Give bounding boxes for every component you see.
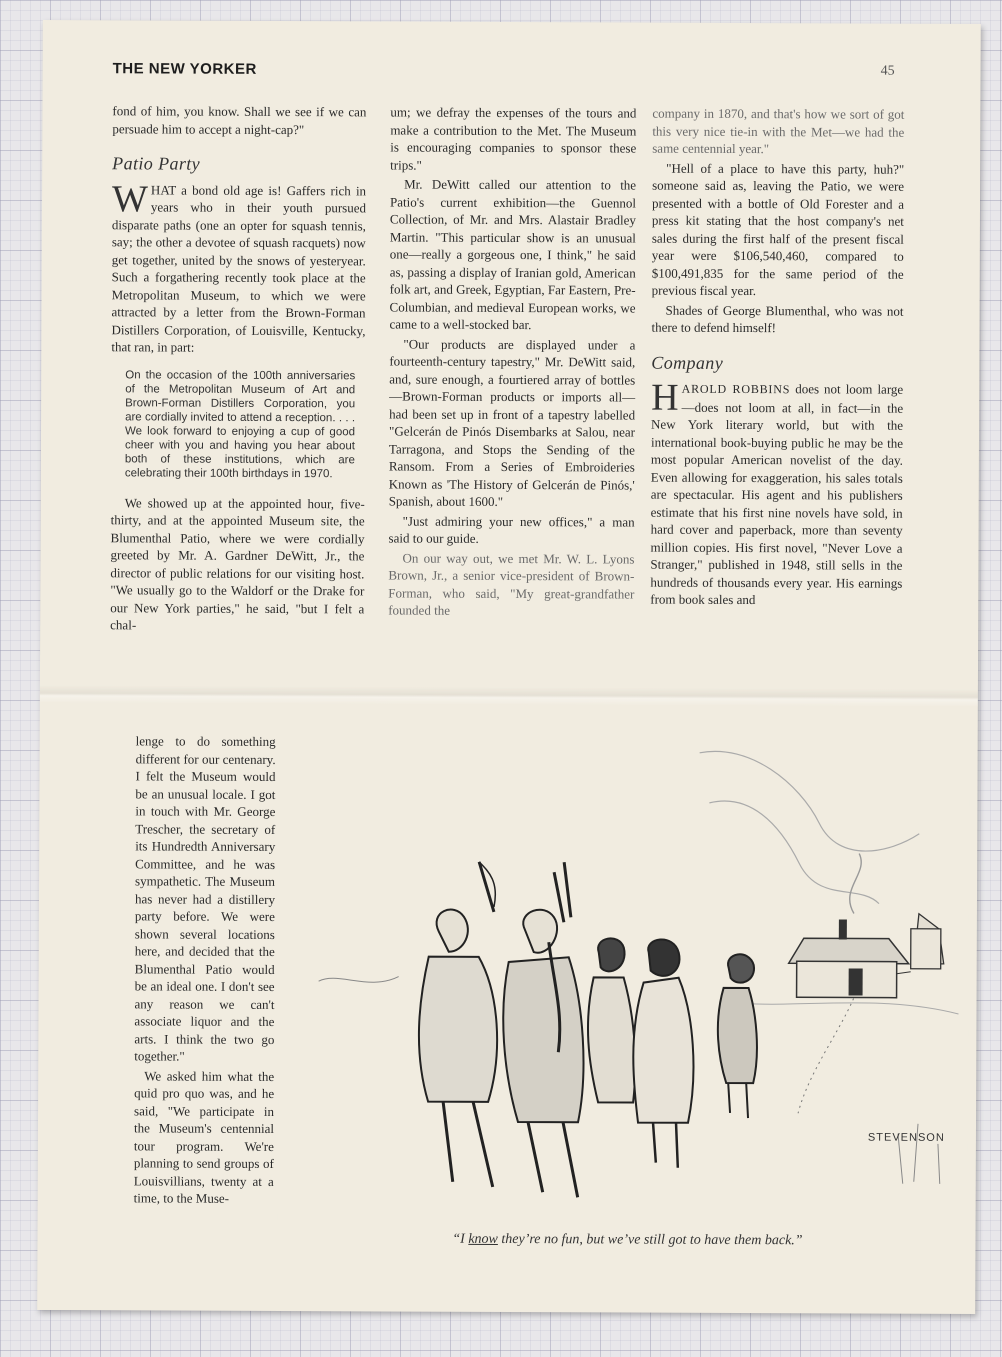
lead-paragraph [111, 177, 367, 357]
paragraph: "Just admiring your new offices," a man said to our guide. [388, 513, 635, 546]
invitation-quote: On the occasion of the 100th anniversaries of the Metropolitan Museum of Art and Brown-Forman Distillers Corporation, you are cordially invited to attend a reception. . . . We look forward to enjoying a cup of good cheer with you and having you hear about both of these institutions, which are celebrating their 100th birthdays in 1970. [124, 368, 356, 480]
paragraph: Shades of George Blumenthal, who was not there to defend himself! [651, 302, 904, 336]
masthead: THE NEW YORKER [112, 60, 257, 78]
paragraph: lenge to do something different for our centenary. I felt the Museum would be an unusual locale. I got in touch with Mr. George Trescher, the secretary of its Hundredth Anniversary Committee, and he was sympathetic. The Museum has never had a distillery party before. We were shown several locations here, and decided that the Blumenthal Patio would be an ideal one. I don't see any reason we can't associate liquor and the arts. I think the two go together." [134, 733, 276, 1064]
caption-emphasis: know [468, 1231, 498, 1247]
lead-paragraph [650, 376, 904, 610]
paragraph: "Our products are displayed under a fourteenth-century tapestry," Mr. DeWitt said, and, sure enough, a fourtiered array of bottles—Brown-Forman products or imports all—had been set up in front of a tapestry labelled "Gelcerán de Pinós Disembarks at Salou, near Tarragona, and Stops the Sending of the Ransom. From a Series of Embroideries Known as 'The History of Gelcerán de Pinós,' Spanish, about 1600." [388, 336, 636, 509]
paragraph: Mr. DeWitt called our attention to the Patio's current exhibition—the Guennol Collection, of Mr. and Mrs. Alastair Bradley Martin. "This particular show is an unusual one—really a gorgeous one, I think," he said as, passing a display of Iranian gold, American folk art, and Greek, Egyptian, Far Eastern, Pre-Columbian, and medieval European works, we came to a well-stocked bar. [389, 176, 637, 333]
lead-text: does not loom large—does not loom at all, in fact—in the New York literary world, but with the international book-buying public he may be the most popular American novelist of the day. Even allowing for exaggeration, his sales totals are spectacular. His agent and his publishers estimate that his first nine novels have sold, in hard cover and paperback, more than seventy million copies. His first novel, "Never Love a Stranger," published in 1948, still sells in the hundreds of thousands every year. His earnings from book sales and [650, 381, 904, 608]
page-number: 45 [880, 63, 895, 79]
drop-cap: H [651, 376, 679, 419]
paragraph: We showed up at the appointed hour, five-thirty, and at the appointed Museum site, the Blumenthal Patio, where we were cordially greeted by Mr. A. Gardner DeWitt, Jr., the director of public relations for our visiting host. "We usually go to the Waldorf or the Drake for our New York parties," he said, "but I felt a chal- [110, 494, 365, 633]
column-2 [388, 103, 636, 622]
cartoon-caption [347, 1231, 907, 1249]
paragraph: company in 1870, and that's how we sort of got this very nice tie-in with the Met—we had the same centennial year." [652, 105, 905, 157]
caption-text-end: they’re no fun, but we’ve still got to have them back.” [497, 1231, 803, 1249]
paragraph: fond of him, you know. Shall we see if we can persuade him to accept a night-cap?" [112, 103, 367, 137]
column-3 [650, 105, 904, 612]
section-title-company: Company [651, 352, 724, 373]
paragraph: um; we defray the expenses of the tours and make a contribution to the Met. The Museum is encouraging companies to sponsor these trips." [390, 104, 637, 173]
cartoon-illustration [277, 711, 969, 1254]
section-title-patio-party: Patio Party [112, 153, 201, 174]
cartoonist-signature: STEVENSON [867, 1131, 945, 1144]
column-1 [110, 102, 366, 637]
drop-cap: W [111, 177, 149, 220]
caption-text-start: “I [452, 1231, 469, 1247]
paragraph: On our way out, we met Mr. W. L. Lyons Brown, Jr., a senior vice-president of Brown-Forman, who said, "My great-grandfather founded the [388, 550, 635, 618]
smallcaps-name: AROLD ROBBINS [681, 381, 791, 397]
lead-text: HAT a bond old age is! Gaffers rich in years who in their youth pursued disparate paths (one an opter for squash tennis, say; the other a devotee of squash racquets) now get together, united by the snows of yesteryear. Such a forgathering recently took place at the Metropolitan Museum, to which we were attracted by a letter from the Brown-Forman Distillers Corporation, of Louisville, Kentucky, that ran, in part: [111, 181, 367, 355]
paragraph: We asked him what the quid pro quo was, and he said, "We participate in the Museum's centennial tour program. We're planning to send groups of Louisvillians, twenty at a time, to the Muse- [133, 1067, 275, 1206]
magazine-page [37, 20, 981, 1314]
column-1-narrow [134, 732, 276, 1209]
paragraph: "Hell of a place to have this party, huh?" someone said as, leaving the Patio, we were presented with a bottle of Old Forester and a press kit stating that the host company's net sales during the first half of the present fiscal year were $106,540,460, compared to $100,491,835 for the same period of the previous fiscal year. [651, 160, 905, 299]
page-fold-crease [40, 685, 978, 707]
